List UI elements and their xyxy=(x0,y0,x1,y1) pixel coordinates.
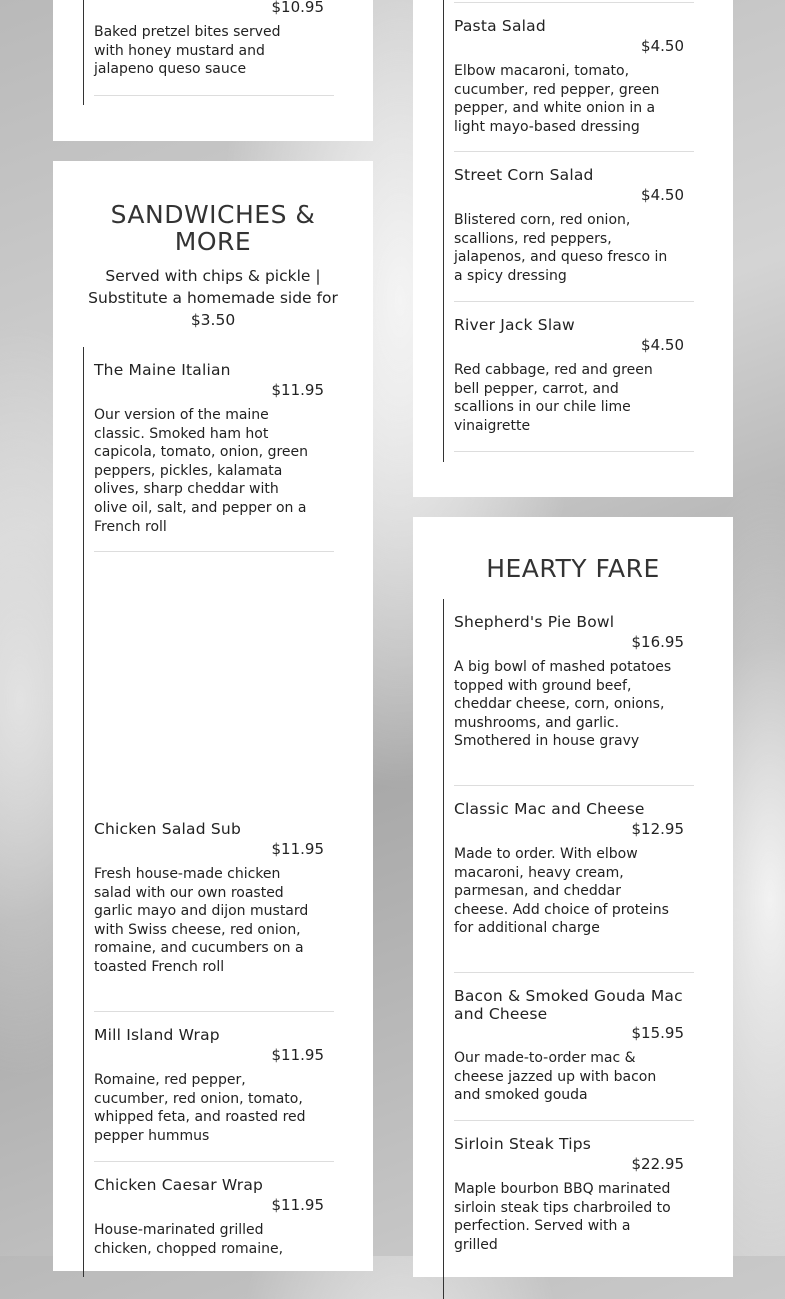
item-price: $11.95 xyxy=(271,381,324,399)
menu-item xyxy=(454,800,694,937)
menu-item xyxy=(94,820,334,975)
section-title: HEARTY FARE xyxy=(486,554,660,583)
menu-item xyxy=(454,987,694,1104)
item-price: $12.95 xyxy=(631,820,684,838)
item-divider xyxy=(454,1120,694,1121)
menu-item xyxy=(94,1026,334,1144)
item-divider xyxy=(454,972,694,973)
menu-item xyxy=(454,316,694,434)
item-description: Made to order. With elbow macaroni, heavy cream, parmesan, and cheddar cheese. Add choice of proteins for additional charge xyxy=(454,846,669,937)
item-name: Chicken Salad Sub xyxy=(94,820,241,838)
section-title: SANDWICHES & MORE xyxy=(110,200,316,256)
item-divider xyxy=(454,785,694,786)
item-description: Elbow macaroni, tomato, cucumber, red pepper, green pepper, and white onion in a light mayo-based dressing xyxy=(454,63,660,135)
item-divider xyxy=(454,451,694,452)
item-price: $4.50 xyxy=(641,336,684,354)
sandwiches-list xyxy=(83,347,324,1277)
item-description: A big bowl of mashed potatoes topped with ground beef, cheddar cheese, corn, onions, mushrooms, and garlic. Smothered in house gravy xyxy=(454,659,672,750)
sides-card xyxy=(413,0,733,497)
item-description: Our made-to-order mac & cheese jazzed up with bacon and smoked gouda xyxy=(454,1050,657,1104)
item-divider xyxy=(454,301,694,302)
item-name: Shepherd's Pie Bowl xyxy=(454,613,615,631)
item-price: $22.95 xyxy=(631,1155,684,1173)
item-description: Our version of the maine classic. Smoked ham hot capicola, tomato, onion, green peppers, pickles, kalamata olives, sharp cheddar with olive oil, salt, and pepper on a French roll xyxy=(94,407,309,535)
menu-item xyxy=(454,1135,694,1253)
item-price: $11.95 xyxy=(271,840,324,858)
item-price: $11.95 xyxy=(271,1046,324,1064)
item-description: Blistered corn, red onion, scallions, red peppers, jalapenos, and queso fresco in a spicy dressing xyxy=(454,212,668,284)
item-divider xyxy=(94,551,334,552)
sandwiches-card xyxy=(53,161,373,1271)
menu-item xyxy=(454,17,694,135)
appetizers-card xyxy=(53,0,373,141)
item-divider xyxy=(454,2,694,3)
item-description: Maple bourbon BBQ marinated sirloin steak tips charbroiled to perfection. Served with a grilled xyxy=(454,1181,671,1253)
item-divider xyxy=(454,151,694,152)
item-price: $16.95 xyxy=(631,633,684,651)
item-price: $15.95 xyxy=(631,1024,684,1042)
item-price: $11.95 xyxy=(271,1196,324,1214)
item-name: River Jack Slaw xyxy=(454,316,575,334)
item-divider xyxy=(94,1011,334,1012)
sides-list xyxy=(443,0,684,462)
item-name: Mill Island Wrap xyxy=(94,1026,220,1044)
hearty-fare-card xyxy=(413,517,733,1277)
item-divider xyxy=(94,95,334,96)
hearty-fare-list xyxy=(443,599,684,1299)
item-description: House-marinated grilled chicken, chopped romaine, xyxy=(94,1222,284,1257)
item-price: $4.50 xyxy=(641,37,684,55)
menu-item xyxy=(454,166,694,284)
item-description: Romaine, red pepper, cucumber, red onion, tomato, whipped feta, and roasted red pepper hummus xyxy=(94,1072,306,1144)
item-name: Street Corn Salad xyxy=(454,166,594,184)
item-name: Bacon & Smoked Gouda Mac and Cheese xyxy=(454,987,683,1023)
menu-item xyxy=(94,361,334,535)
item-name: The Maine Italian xyxy=(94,361,231,379)
item-price: $4.50 xyxy=(641,186,684,204)
appetizers-list xyxy=(83,0,324,105)
item-name: Pasta Salad xyxy=(454,17,546,35)
section-subtitle: Served with chips & pickle | Substitute a homemade side for $3.50 xyxy=(88,267,338,329)
item-name: Classic Mac and Cheese xyxy=(454,800,645,818)
item-name: Sirloin Steak Tips xyxy=(454,1135,592,1153)
item-divider xyxy=(94,1161,334,1162)
menu-item xyxy=(454,613,694,750)
menu-item xyxy=(94,0,334,100)
item-name: Chicken Caesar Wrap xyxy=(94,1176,264,1194)
menu-item xyxy=(94,1176,334,1257)
item-description: Fresh house-made chicken salad with our own roasted garlic mayo and dijon mustard with Swiss cheese, red onion, romaine, and cucumbers on a toasted French roll xyxy=(94,866,309,975)
item-description: Baked pretzel bites served with honey mustard and jalapeno queso sauce xyxy=(94,24,281,78)
item-description: Red cabbage, red and green bell pepper, carrot, and scallions in our chile lime vinaigrette xyxy=(454,362,653,434)
item-price: $10.95 xyxy=(271,0,324,16)
